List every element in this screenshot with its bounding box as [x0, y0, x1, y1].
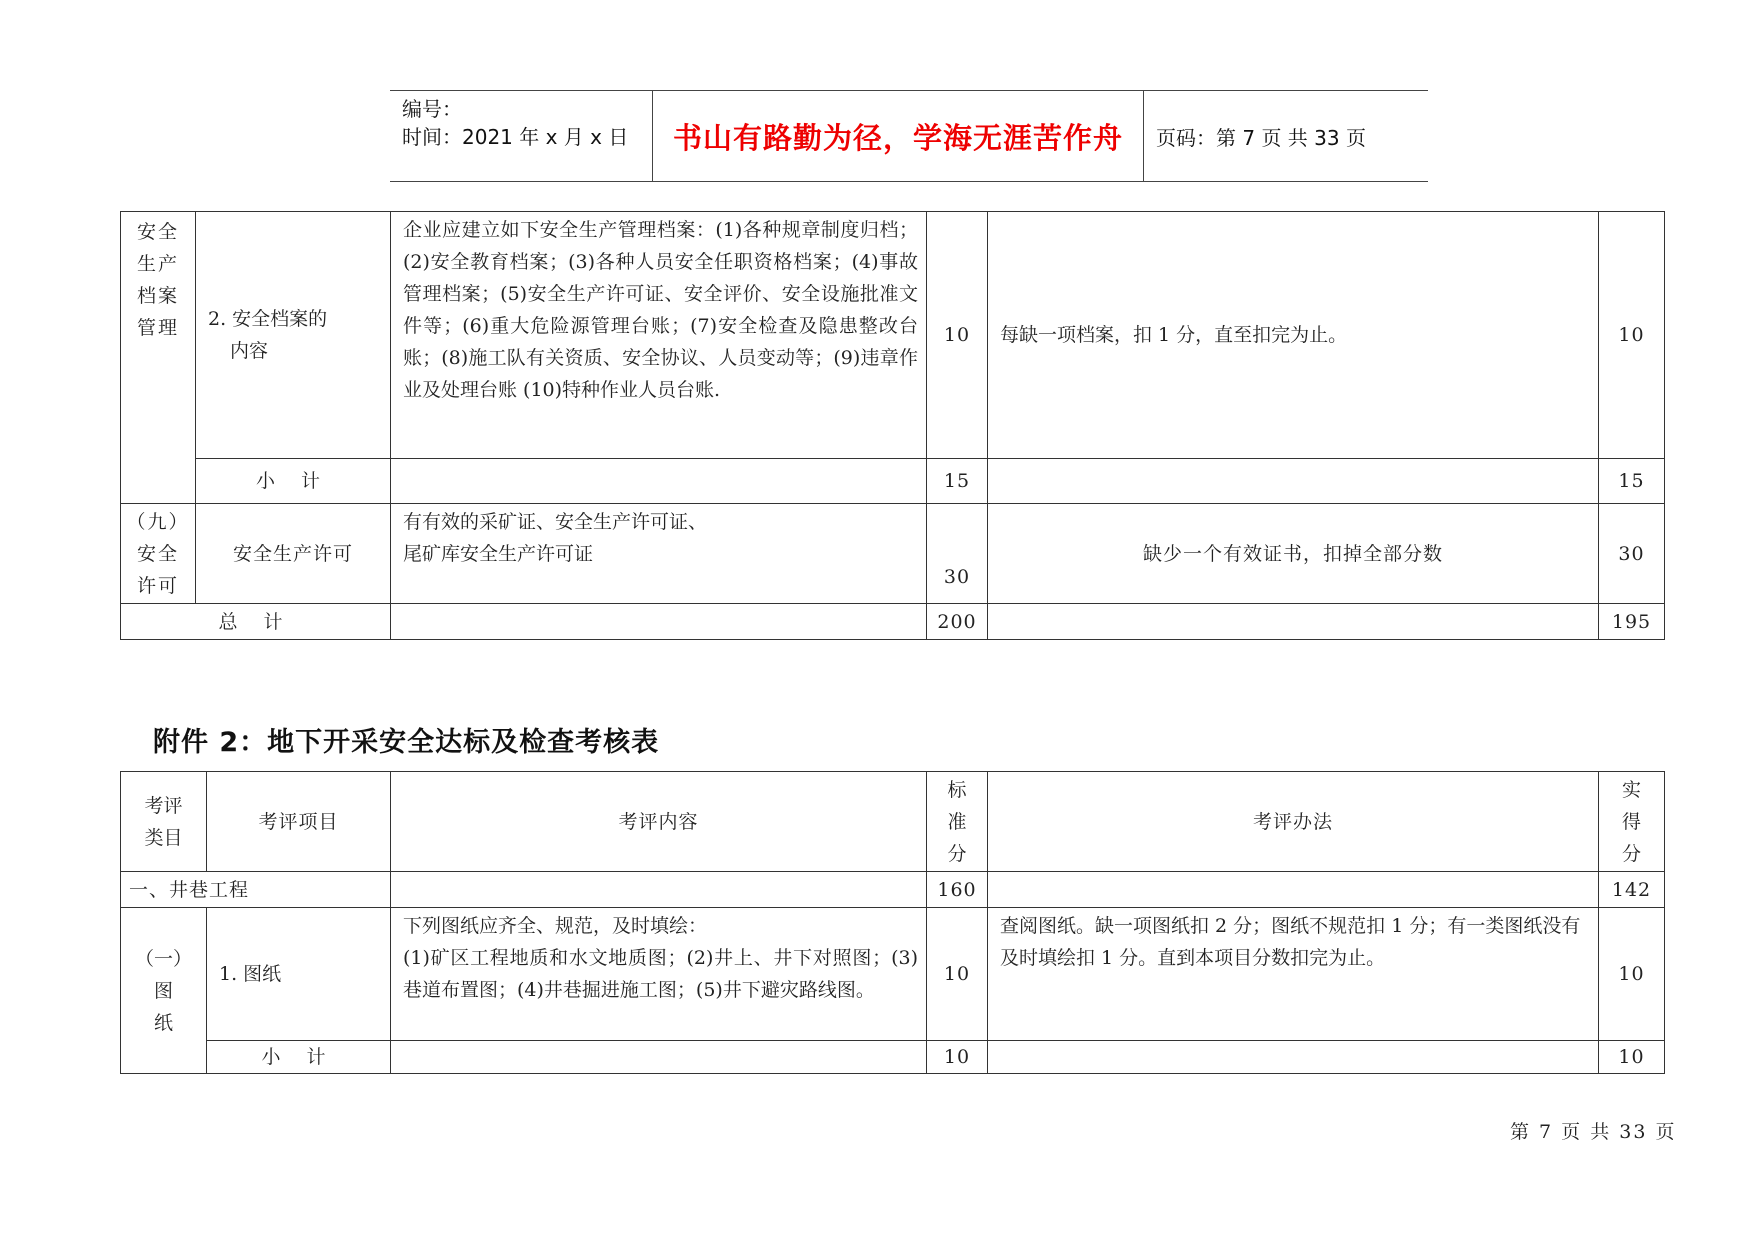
standard-score: 10	[927, 212, 988, 459]
subtotal-standard: 10	[927, 1041, 988, 1074]
header-content: 考评内容	[391, 772, 927, 872]
category-safety-permit: （九） 安全 许可	[121, 504, 196, 604]
empty-cell	[988, 1041, 1599, 1074]
item-safety-permit: 安全生产许可	[196, 504, 391, 604]
actual-score: 30	[1599, 504, 1665, 604]
page-header	[390, 90, 1428, 182]
method-safety-permit: 缺少一个有效证书，扣掉全部分数	[988, 504, 1599, 604]
empty-cell	[391, 604, 927, 640]
table-row-subtotal	[121, 459, 1665, 504]
subtotal-actual: 10	[1599, 1041, 1665, 1074]
empty-cell	[391, 872, 927, 908]
section-standard: 160	[927, 872, 988, 908]
empty-cell	[391, 459, 927, 504]
total-standard: 200	[927, 604, 988, 640]
empty-cell	[988, 459, 1599, 504]
empty-cell	[391, 1041, 927, 1074]
subtotal-label: 小 计	[207, 1041, 391, 1074]
content-archive: 企业应建立如下安全生产管理档案：(1)各种规章制度归档；(2)安全教育档案；(3)各种人员安全任职资格档案；(4)事故管理档案；(5)安全生产许可证、安全评价、安全设施批准文件等；(6)重大危险源管理台账；(7)安全检查及隐患整改台账；(8)施工队有关资质、安全协议、人员变动等；(9)违章作业及处理台账 (10)特种作业人员台账.	[391, 212, 927, 459]
method-archive: 每缺一项档案，扣 1 分，直至扣完为止。	[988, 212, 1599, 459]
header-time-label: 时间：2021 年 x 月 x 日	[402, 125, 629, 149]
page-footer: 第 7 页 共 33 页	[1510, 1121, 1677, 1143]
annex-title: 附件 2：地下开采安全达标及检查考核表	[153, 727, 660, 758]
table-row-section	[121, 872, 1665, 908]
header-category: 考评 类目	[121, 772, 207, 872]
actual-score: 10	[1599, 908, 1665, 1041]
category-safety-archive: 安全 生产 档案 管理	[121, 212, 196, 504]
table-row	[121, 908, 1665, 1041]
underground-mining-assessment-table	[120, 771, 1665, 1074]
content-safety-permit: 有有效的采矿证、安全生产许可证、 尾矿库安全生产许可证	[391, 504, 927, 604]
category-drawings: （一） 图 纸	[121, 908, 207, 1074]
header-page-label: 页码：第 7 页 共 33 页	[1156, 125, 1366, 150]
table-row	[121, 212, 1665, 459]
table-row-total	[121, 604, 1665, 640]
standard-score: 30	[927, 504, 988, 604]
header-method: 考评办法	[988, 772, 1599, 872]
empty-cell	[988, 604, 1599, 640]
subtotal-standard: 15	[927, 459, 988, 504]
header-actual: 实 得 分	[1599, 772, 1665, 872]
actual-score: 10	[1599, 212, 1665, 459]
table-header-row	[121, 772, 1665, 872]
item-drawings: 1. 图纸	[207, 908, 391, 1041]
item-archive-content: 2. 安全档案的 内容	[196, 212, 391, 459]
total-actual: 195	[1599, 604, 1665, 640]
header-meta	[390, 91, 653, 181]
empty-cell	[988, 872, 1599, 908]
method-drawings: 查阅图纸。缺一项图纸扣 2 分；图纸不规范扣 1 分；有一类图纸没有及时填绘扣 1 分。直到本项目分数扣完为止。	[988, 908, 1599, 1041]
table-row-subtotal	[121, 1041, 1665, 1074]
total-label: 总 计	[121, 604, 391, 640]
section-label: 一、井巷工程	[121, 872, 391, 908]
table-row	[121, 504, 1665, 604]
standard-score: 10	[927, 908, 988, 1041]
subtotal-actual: 15	[1599, 459, 1665, 504]
header-standard: 标 准 分	[927, 772, 988, 872]
header-number-label: 编号：	[402, 97, 462, 121]
header-item: 考评项目	[207, 772, 391, 872]
section-actual: 142	[1599, 872, 1665, 908]
assessment-table-continued	[120, 211, 1665, 640]
content-drawings: 下列图纸应齐全、规范，及时填绘： (1)矿区工程地质和水文地质图；(2)井上、井下对照图；(3)巷道布置图；(4)井巷掘进施工图；(5)井下避灾路线图。	[391, 908, 927, 1041]
header-motto: 书山有路勤为径，学海无涯苦作舟	[653, 91, 1144, 181]
subtotal-label: 小 计	[196, 459, 391, 504]
